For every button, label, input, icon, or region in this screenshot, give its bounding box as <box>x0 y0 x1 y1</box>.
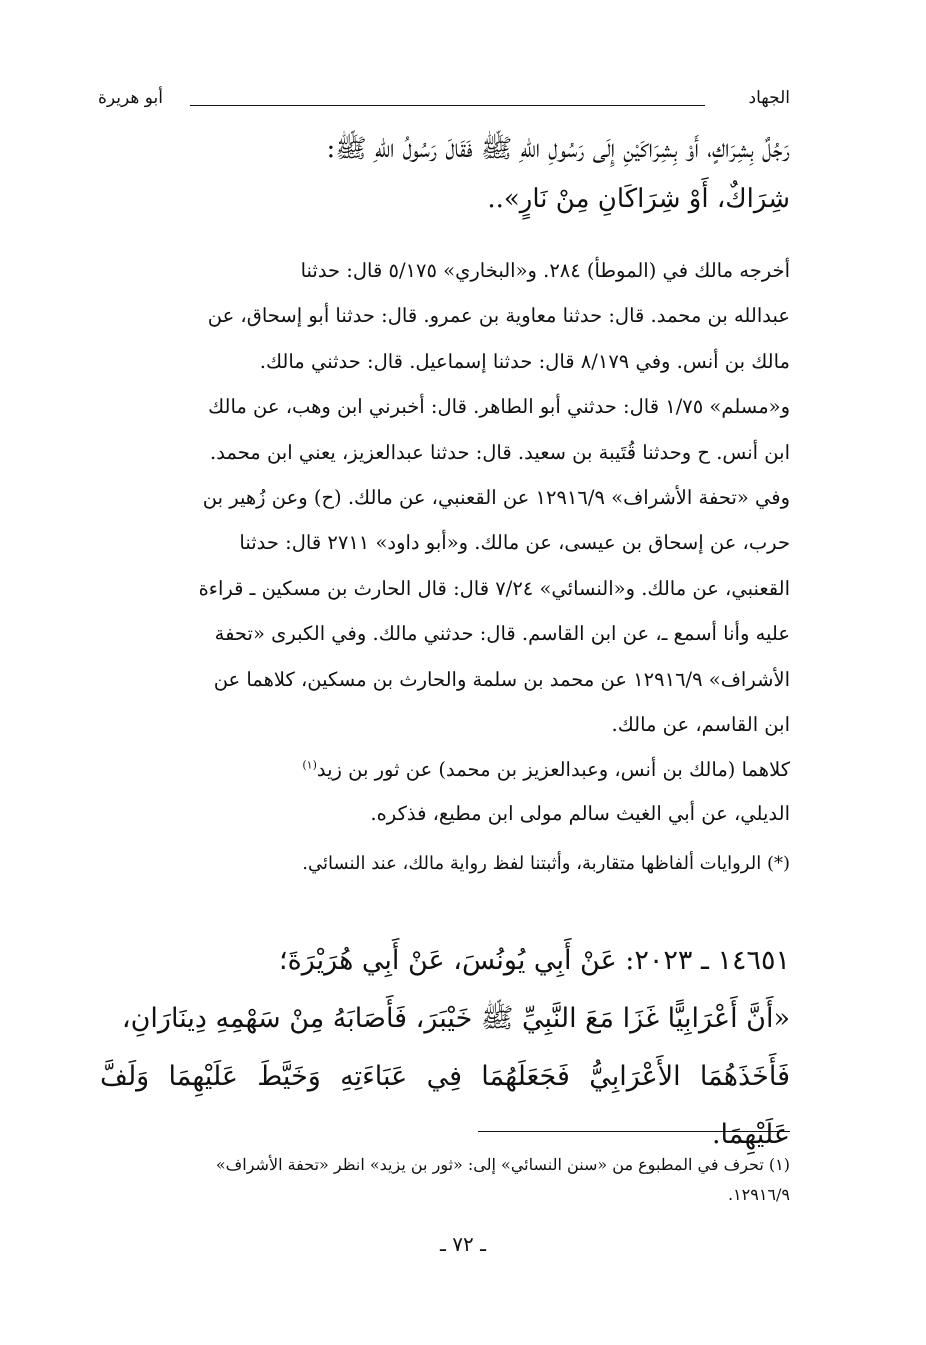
isnad-line <box>100 748 790 792</box>
isnad-line: الديلي، عن أبي الغيث سالم مولى ابن مطيع، فذكره. <box>370 802 790 825</box>
takhrij-line: ابن أنس. ح وحدثنا قُتَيبة بن سعيد. قال: حدثنا عبدالعزيز، يعني ابن محمد. <box>210 440 790 464</box>
hadith-line: شِرَاكٌ، أَوْ شِرَاكَانِ مِنْ نَارٍ».. <box>487 184 790 214</box>
footnote <box>100 1150 790 1210</box>
isnad-paragraph <box>100 748 790 836</box>
hadith-line: رَجُلٌ بِشِرَاكٍ، أَوْ بِشِرَاكَيْنِ إِلَى رَسُولِ اللهِ ﷺ فَقَالَ رَسُولُ اللهِ ﷺ: <box>326 134 790 164</box>
editor-note <box>100 848 790 880</box>
editor-note-text: (*) الروايات ألفاظها متقاربة، وأثبتنا لفظ رواية مالك، عند النسائي. <box>302 853 790 874</box>
takhrij-line: عليه وأنا أسمع ـ، عن ابن القاسم. قال: حدثني مالك. وفي الكبرى «تحفة <box>214 622 790 646</box>
takhrij-line: القعنبي، عن مالك. و«النسائي» ٧/٢٤ قال: قال الحارث بن مسكين ـ قراءة <box>198 576 790 600</box>
takhrij-line: وفي «تحفة الأشراف» ١٢٩١٦/٩ عن القعنبي، عن مالك. (ح) وعن زُهير بن <box>202 486 790 510</box>
hadith-continuation <box>100 124 790 224</box>
header-rule <box>190 105 705 106</box>
takhrij-line: أخرجه مالك في (الموطأ) ٢٨٤. و«البخاري» ٥/١٧٥ قال: حدثنا <box>300 259 790 282</box>
hadith-line: «أَنَّ أَعْرَابِيًّا غَزَا مَعَ النَّبِيِّ ﷺ خَيْبَرَ، فَأَصَابَهُ مِنْ سَهْمِهِ دِينَارَانِ، <box>121 1003 790 1034</box>
footnote-reference: (١) <box>302 758 317 772</box>
takhrij-line: ابن القاسم، عن مالك. <box>611 713 790 737</box>
isnad-line-text: كلاهما (مالك بن أنس، وعبدالعزيز بن محمد) عن ثور بن زيد <box>316 758 790 781</box>
hadith-line: ١٤٦٥١ ـ ٢٠٢٣: عَنْ أَبِي يُونُسَ، عَنْ أَبِي هُرَيْرَةَ؛ <box>279 945 790 976</box>
takhrij-paragraph <box>100 248 790 747</box>
running-header <box>98 88 790 118</box>
takhrij-line: مالك بن أنس. وفي ٨/١٧٩ قال: حدثنا إسماعيل. قال: حدثني مالك. <box>259 349 790 373</box>
hadith-line: فَأَخَذَهُمَا الأَعْرَابِيُّ فَجَعَلَهُمَا فِي عَبَاءَتِهِ وَخَيَّطَ عَلَيْهِمَا وَلَفَّ عَلَيْهِمَا. <box>100 1061 790 1150</box>
page-number: ـ ٧٢ ـ <box>440 1232 486 1256</box>
narrator-title: أبو هريرة <box>98 88 164 108</box>
takhrij-line: و«مسلم» ١/٧٥ قال: حدثني أبو الطاهر. قال: أخبرني ابن وهب، عن مالك <box>208 395 790 419</box>
takhrij-line: عبدالله بن محمد. قال: حدثنا معاوية بن عمرو. قال: حدثنا أبو إسحاق، عن <box>207 304 790 328</box>
footnote-line: ١٢٩١٦/٩. <box>727 1185 790 1204</box>
takhrij-line: الأشراف» ١٢٩١٦/٩ عن محمد بن سلمة والحارث بن مسكين، كلاهما عن <box>213 667 790 691</box>
chapter-title: الجهاد <box>748 88 790 108</box>
hadith-entry <box>100 932 790 1164</box>
footnote-line: (١) تحرف في المطبوع من «سنن النسائي» إلى: «ثور بن يزيد» انظر «تحفة الأشراف» <box>215 1155 790 1174</box>
footnote-rule <box>478 1131 790 1132</box>
takhrij-line: حرب، عن إسحاق بن عيسى، عن مالك. و«أبو داود» ٢٧١١ قال: حدثنا <box>239 531 790 555</box>
